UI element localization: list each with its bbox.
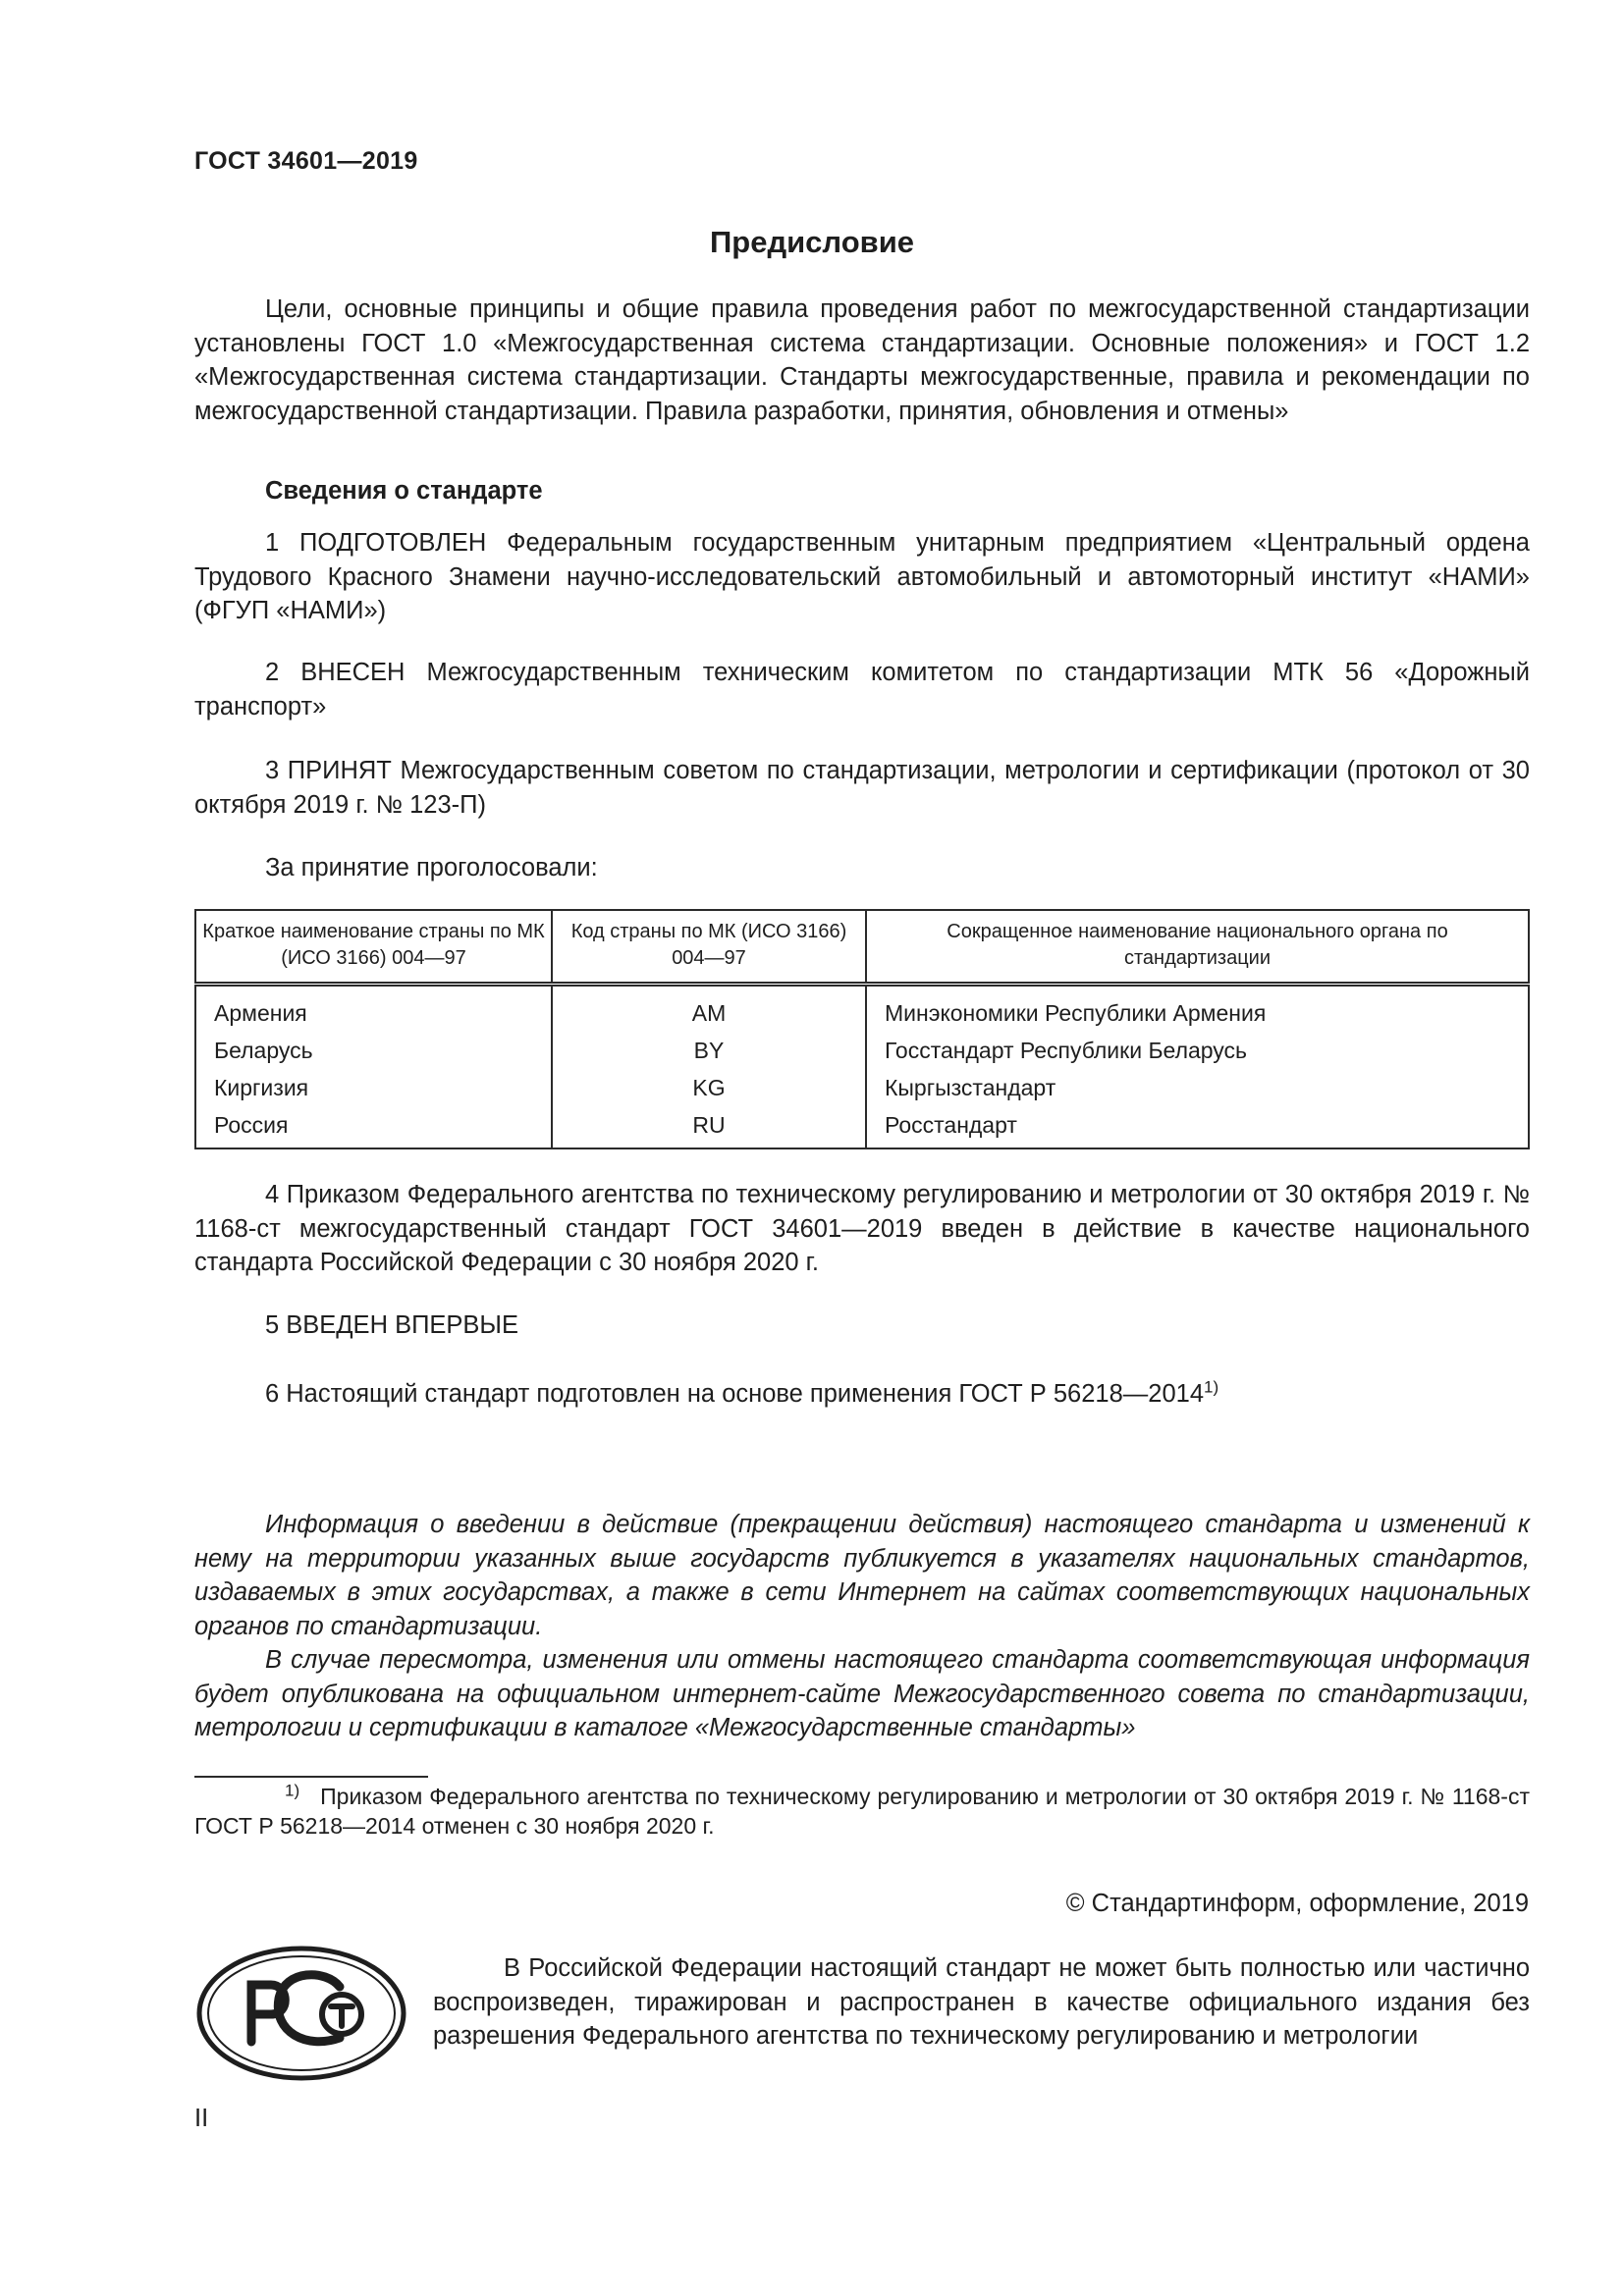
table-row [195, 1032, 1529, 1069]
table-cell-authority: Росстандарт [866, 1106, 1529, 1148]
item-1-block [194, 526, 1530, 628]
table-row [195, 985, 1529, 1033]
table-header-country: Краткое наименование страны по МК (ИСО 3166) 004—97 [195, 910, 552, 985]
table-cell-country: Киргизия [195, 1069, 552, 1106]
vote-intro: За принятие проголосовали: [265, 854, 598, 881]
item-1: 1 ПОДГОТОВЛЕН Федеральным государственным унитарным предприятием «Центральный ордена Трудового Красного Знамени научно-исследовательский автомобильный и автомоторный институт «НАМИ» (ФГУП «НАМИ») [194, 529, 1530, 624]
table-cell-code: KG [552, 1069, 866, 1106]
standard-info-heading: Сведения о стандарте [265, 477, 543, 505]
table-header-authority: Сокращенное наименование национального органа по стандартизации [866, 910, 1529, 985]
copyright-line: © Стандартинформ, оформление, 2019 [1065, 1890, 1529, 1917]
item-2: 2 ВНЕСЕН Межгосударственным техническим комитетом по стандартизации МТК 56 «Дорожный транспорт» [194, 659, 1530, 721]
table-cell-code: BY [552, 1032, 866, 1069]
table-cell-code: RU [552, 1106, 866, 1148]
page-number: II [194, 2105, 209, 2132]
table-cell-country: Россия [195, 1106, 552, 1148]
item-3: 3 ПРИНЯТ Межгосударственным советом по стандартизации, метрологии и сертификации (протокол от 30 октября 2019 г. № 123-П) [194, 757, 1530, 819]
item-6: 6 Настоящий стандарт подготовлен на основе применения ГОСТ Р 56218—2014 [265, 1380, 1205, 1408]
copyright-notice-text: В Российской Федерации настоящий стандарт не может быть полностью или частично воспроизведен, тиражирован и распространен в качестве официального издания без разрешения Федерального агентства по техническому регулированию и метрологии [433, 1954, 1530, 2050]
table-row [195, 1106, 1529, 1148]
item-4-block [194, 1178, 1530, 1280]
table-cell-code: AM [552, 985, 866, 1033]
table-cell-authority: Минэкономики Республики Армения [866, 985, 1529, 1033]
table-header-row [195, 910, 1529, 985]
copyright-notice [433, 1951, 1530, 2054]
publication-info-paragraph-1: Информация о введении в действие (прекращении действия) настоящего стандарта и изменений к нему на территории указанных выше государств публикуется в указателях национальных стандартов, издаваемых в этих государствах, а также в сети Интернет на сайтах соответствующих национальных органов по стандартизации. [194, 1511, 1530, 1640]
page-title: Предисловие [709, 225, 914, 259]
table-cell-authority: Кыргызстандарт [866, 1069, 1529, 1106]
intro-paragraph-block [194, 293, 1530, 428]
intro-paragraph: Цели, основные принципы и общие правила проведения работ по межгосударственной стандартизации установлены ГОСТ 1.0 «Межгосударственная система стандартизации. Основные положения» и ГОСТ 1.2 «Межгосударственная система стандартизации. Стандарты межгосударственные, правила и рекомендации по межгосударственной стандартизации. Правила разработки, принятия, обновления и отмены» [194, 295, 1530, 425]
voting-table [194, 909, 1530, 1149]
footnote-divider [194, 1776, 428, 1778]
publication-info-paragraph-2: В случае пересмотра, изменения или отмены настоящего стандарта соответствующая информация будет опубликована на официальном интернет-сайте Межгосударственного совета по стандартизации, метрологии и сертификации в каталоге «Межгосударственные стандарты» [194, 1646, 1530, 1741]
footnote-mark: 1) [285, 1781, 300, 1800]
publication-info-block [194, 1508, 1530, 1745]
item-3-block [194, 754, 1530, 822]
item-2-block [194, 656, 1530, 723]
footnote-text: Приказом Федерального агентства по техническому регулированию и метрологии от 30 октября 2019 г. № 1168-ст ГОСТ Р 56218—2014 отменен с 30 ноября 2020 г. [194, 1784, 1530, 1839]
item-6-line [265, 1377, 1219, 1409]
document-code: ГОСТ 34601—2019 [194, 147, 418, 175]
table-header-code: Код страны по МК (ИСО 3166) 004—97 [552, 910, 866, 985]
item-4: 4 Приказом Федерального агентства по техническому регулированию и метрологии от 30 октября 2019 г. № 1168-ст межгосударственный стандарт ГОСТ 34601—2019 введен в действие в качестве национального стандарта Российской Федерации с 30 ноября 2020 г. [194, 1181, 1530, 1276]
item-5: 5 ВВЕДЕН ВПЕРВЫЕ [265, 1311, 519, 1339]
table-cell-authority: Госстандарт Республики Беларусь [866, 1032, 1529, 1069]
table-cell-country: Армения [195, 985, 552, 1033]
table-row [195, 1069, 1529, 1106]
footnote-reference: 1) [1204, 1377, 1219, 1397]
rst-conformity-logo [194, 1944, 408, 2083]
footnote [194, 1782, 1530, 1841]
table-cell-country: Беларусь [195, 1032, 552, 1069]
